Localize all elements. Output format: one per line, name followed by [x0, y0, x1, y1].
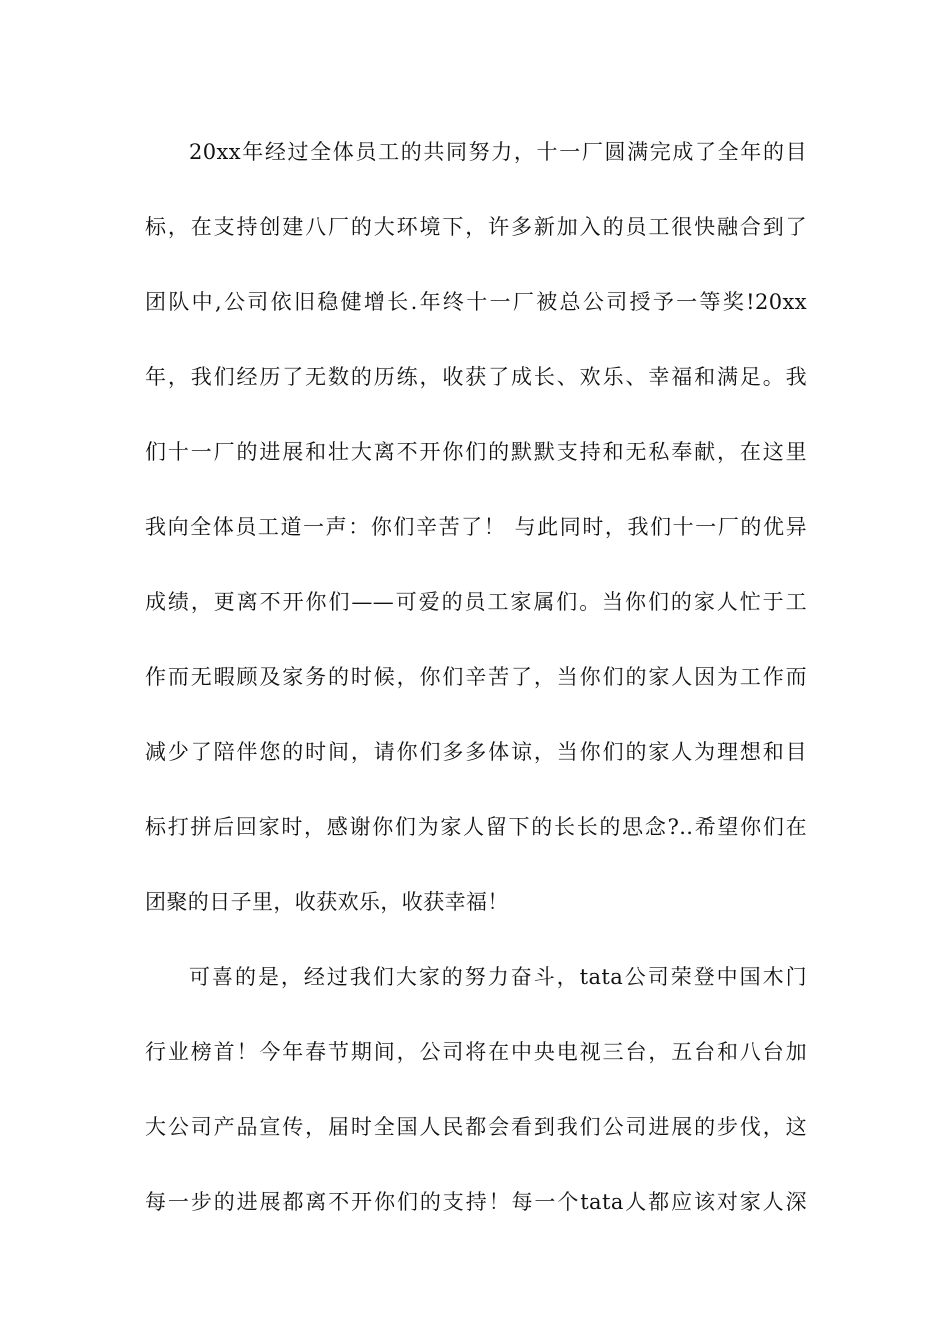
paragraph-1-line-1: 20xx年经过全体员工的共同努力，十一厂圆满完成了全年的目	[189, 140, 807, 164]
paragraph-1-line-11: 团聚的日子里，收获欢乐，收获幸福！	[145, 890, 509, 914]
paragraph-1-line-4: 年，我们经历了无数的历练，收获了成长、欢乐、幸福和满足。我	[145, 365, 807, 389]
paragraph-2-line-4: 每一步的进展都离不开你们的支持！每一个tata人都应该对家人深	[145, 1190, 807, 1214]
paragraph-1-line-3: 团队中,公司依旧稳健增长.年终十一厂被总公司授予一等奖!20xx	[145, 290, 807, 314]
paragraph-1-line-8: 作而无暇顾及家务的时候，你们辛苦了，当你们的家人因为工作而	[145, 665, 807, 689]
paragraph-1-line-10: 标打拼后回家时，感谢你们为家人留下的长长的思念?..希望你们在	[145, 815, 807, 839]
paragraph-1-line-9: 减少了陪伴您的时间，请你们多多体谅，当你们的家人为理想和目	[145, 740, 807, 764]
paragraph-1-line-7: 成绩，更离不开你们——可爱的员工家属们。当你们的家人忙于工	[145, 590, 807, 614]
paragraph-1-line-5: 们十一厂的进展和壮大离不开你们的默默支持和无私奉献，在这里	[145, 440, 807, 464]
paragraph-1-line-6: 我向全体员工道一声：你们辛苦了！ 与此同时，我们十一厂的优异	[145, 515, 807, 539]
paragraph-2-line-2: 行业榜首！今年春节期间，公司将在中央电视三台，五台和八台加	[145, 1040, 807, 1064]
paragraph-2-line-1: 可喜的是，经过我们大家的努力奋斗，tata公司荣登中国木门	[189, 965, 807, 989]
paragraph-1-line-2: 标，在支持创建八厂的大环境下，许多新加入的员工很快融合到了	[145, 215, 807, 239]
paragraph-2-line-3: 大公司产品宣传，届时全国人民都会看到我们公司进展的步伐，这	[145, 1115, 807, 1139]
